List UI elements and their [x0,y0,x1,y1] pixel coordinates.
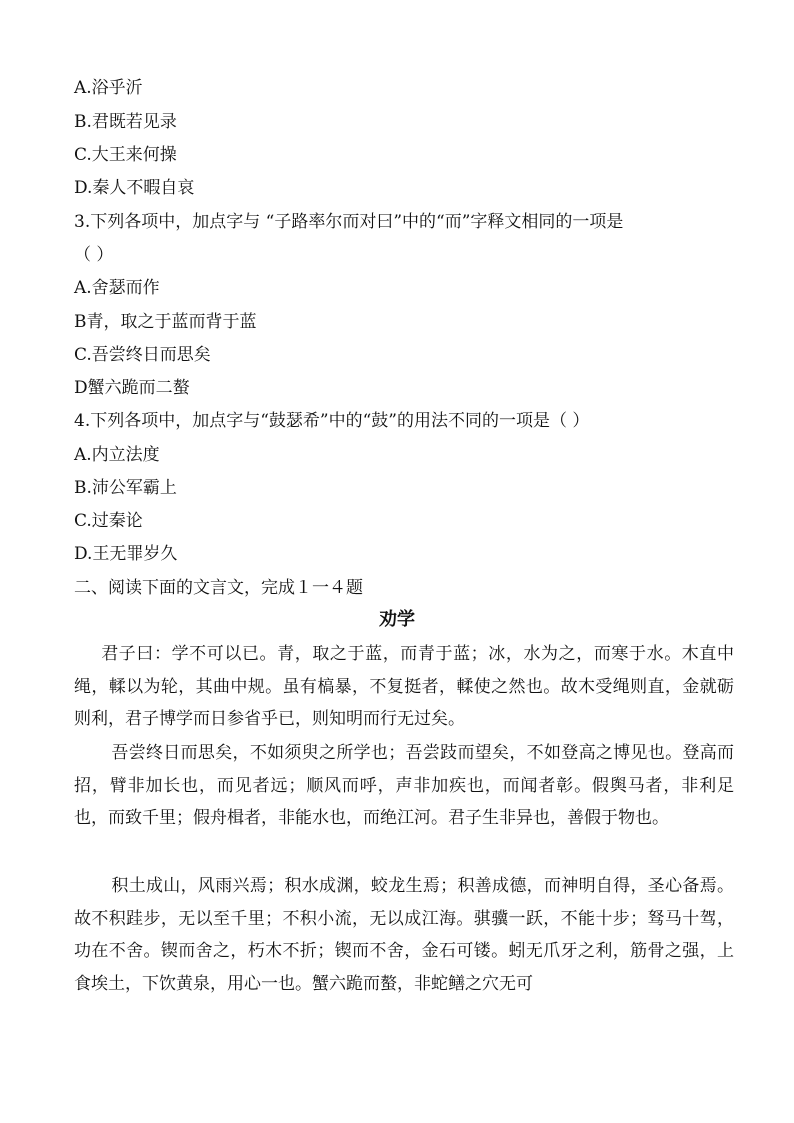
q2-option-a: A.浴乎沂 [74,78,143,98]
q3-option-a: A.舍瑟而作 [74,278,160,298]
q4-stem: 4.下列各项中，加点字与“鼓瑟希”中的“鼓”的用法不同的一项是（ ） [74,411,590,431]
q3-option-c: C.吾尝终日而思矣 [74,345,211,365]
q4-option-b: B.沛公军霸上 [74,478,177,498]
passage-title: 劝学 [379,609,415,630]
q4-option-c: C.过秦论 [74,511,143,531]
q2-option-d: D.秦人不暇自哀 [74,178,195,198]
section-heading: 二、阅读下面的文言文，完成１一４题 [74,578,363,598]
passage-paragraph-2: 吾尝终日而思矣，不如须臾之所学也；吾尝跂而望矣，不如登高之博见也。登高而招，臂非加长也，而见者远；顺风而呼，声非加疾也，而闻者彰。假舆马者，非利足也，而致千里；假舟楫者，非能水也，而绝江河。君子生非异也，善假于物也。 [74,743,734,828]
q4-option-d: D.王无罪岁久 [74,544,178,564]
q3-option-d: D蟹六跪而二螯 [74,378,190,398]
q2-option-c: C.大王来何操 [74,145,177,165]
q3-stem: 3.下列各项中，加点字与 “子路率尔而对曰”中的“而”字释文相同的一项是 [74,212,624,232]
q3-answer-paren: （ ） [74,245,114,265]
q4-option-a: A.内立法度 [74,445,160,465]
passage-paragraph-3: 积土成山，风雨兴焉；积水成渊，蛟龙生焉；积善成德，而神明自得，圣心备焉。故不积跬步，无以至千里；不积小流，无以成江海。骐骥一跃，不能十步；驽马十驾，功在不舍。锲而舍之，朽木不折；锲而不舍，金石可镂。蚓无爪牙之利，筋骨之强，上食埃土，下饮黄泉，用心一也。蟹六跪而螯，非蛇鳝之穴无可 [74,876,734,994]
q2-option-b: B.君既若见录 [74,112,177,132]
passage-paragraph-1: 君子曰：学不可以已。青，取之于蓝，而青于蓝；冰，水为之，而寒于水。木直中绳，輮以为轮，其曲中规。虽有槁暴，不复挺者，輮使之然也。故木受绳则直，金就砺则利，君子博学而日参省乎已，则知明而行无过矣。 [74,644,734,729]
q3-option-b: B青，取之于蓝而背于蓝 [74,312,257,332]
